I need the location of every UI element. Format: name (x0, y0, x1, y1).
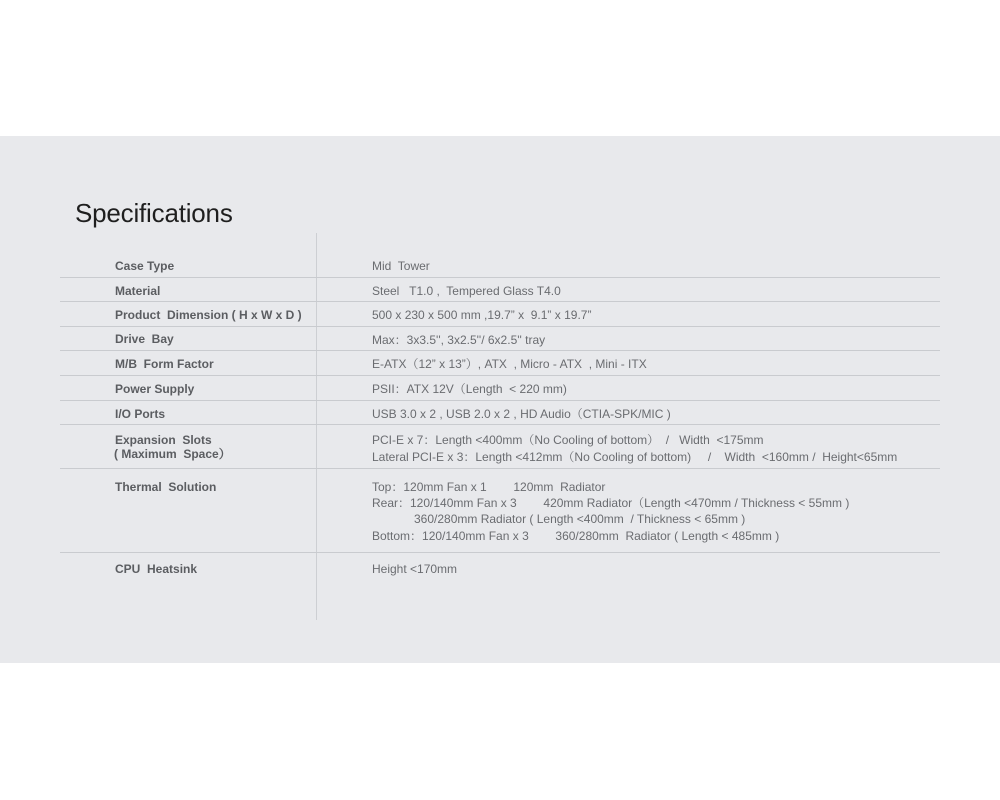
spec-value-drive-bay: Max：3x3.5'', 3x2.5''/ 6x2.5'' tray (372, 333, 546, 347)
page-title: Specifications (75, 198, 233, 228)
spec-value-expansion-slots-2: Lateral PCI-E x 3：Length <412mm（No Cooling of bottom) / Width <160mm / Height<65mm (372, 450, 898, 464)
row-divider (60, 552, 940, 553)
row-divider (60, 350, 940, 351)
column-divider (316, 233, 317, 620)
row-divider (60, 468, 940, 469)
spec-value-thermal-bottom: Bottom：120/140mm Fan x 3 360/280mm Radiator ( Length < 485mm ) (372, 529, 780, 543)
spec-value-cpu-heatsink: Height <170mm (372, 562, 458, 576)
spec-label-material: Material (115, 284, 161, 298)
spec-value-expansion-slots-1: PCI-E x 7：Length <400mm（No Cooling of bottom） / Width <175mm (372, 433, 764, 447)
spec-value-io-ports: USB 3.0 x 2 , USB 2.0 x 2 , HD Audio（CTIA-SPK/MIC ) (372, 407, 671, 421)
spec-label-io-ports: I/O Ports (115, 407, 166, 421)
spec-label-expansion-slots: Expansion Slots (115, 433, 212, 447)
row-divider (60, 326, 940, 327)
spec-label-drive-bay: Drive Bay (115, 332, 174, 346)
spec-value-thermal-rear: Rear：120/140mm Fan x 3 420mm Radiator（Length <470mm / Thickness < 55mm ) (372, 496, 850, 510)
row-divider (60, 301, 940, 302)
row-divider (60, 277, 940, 278)
spec-value-case-type: Mid Tower (372, 259, 430, 273)
spec-value-power-supply: PSII：ATX 12V（Length < 220 mm) (372, 382, 567, 396)
spec-label-power-supply: Power Supply (115, 382, 195, 396)
spec-value-product-dimension: 500 x 230 x 500 mm ,19.7” x 9.1” x 19.7” (372, 308, 592, 322)
row-divider (60, 375, 940, 376)
row-divider (60, 400, 940, 401)
spec-label-product-dimension: Product Dimension ( H x W x D ) (115, 308, 302, 322)
spec-label-mb-form-factor: M/B Form Factor (115, 357, 214, 371)
spec-label-thermal-solution: Thermal Solution (115, 480, 217, 494)
spec-label-cpu-heatsink: CPU Heatsink (115, 562, 198, 576)
spec-value-thermal-top: Top：120mm Fan x 1 120mm Radiator (372, 480, 606, 494)
spec-value-mb-form-factor: E-ATX（12” x 13”）, ATX , Micro - ATX , Mini - ITX (372, 357, 647, 371)
spec-label-case-type: Case Type (115, 259, 175, 273)
spec-label-expansion-slots-sub: ( Maximum Space） (114, 447, 231, 461)
row-divider (60, 424, 940, 425)
spec-value-material: Steel T1.0 , Tempered Glass T4.0 (372, 284, 561, 298)
spec-value-thermal-rear-alt: 360/280mm Radiator ( Length <400mm / Thickness < 65mm ) (414, 512, 746, 526)
